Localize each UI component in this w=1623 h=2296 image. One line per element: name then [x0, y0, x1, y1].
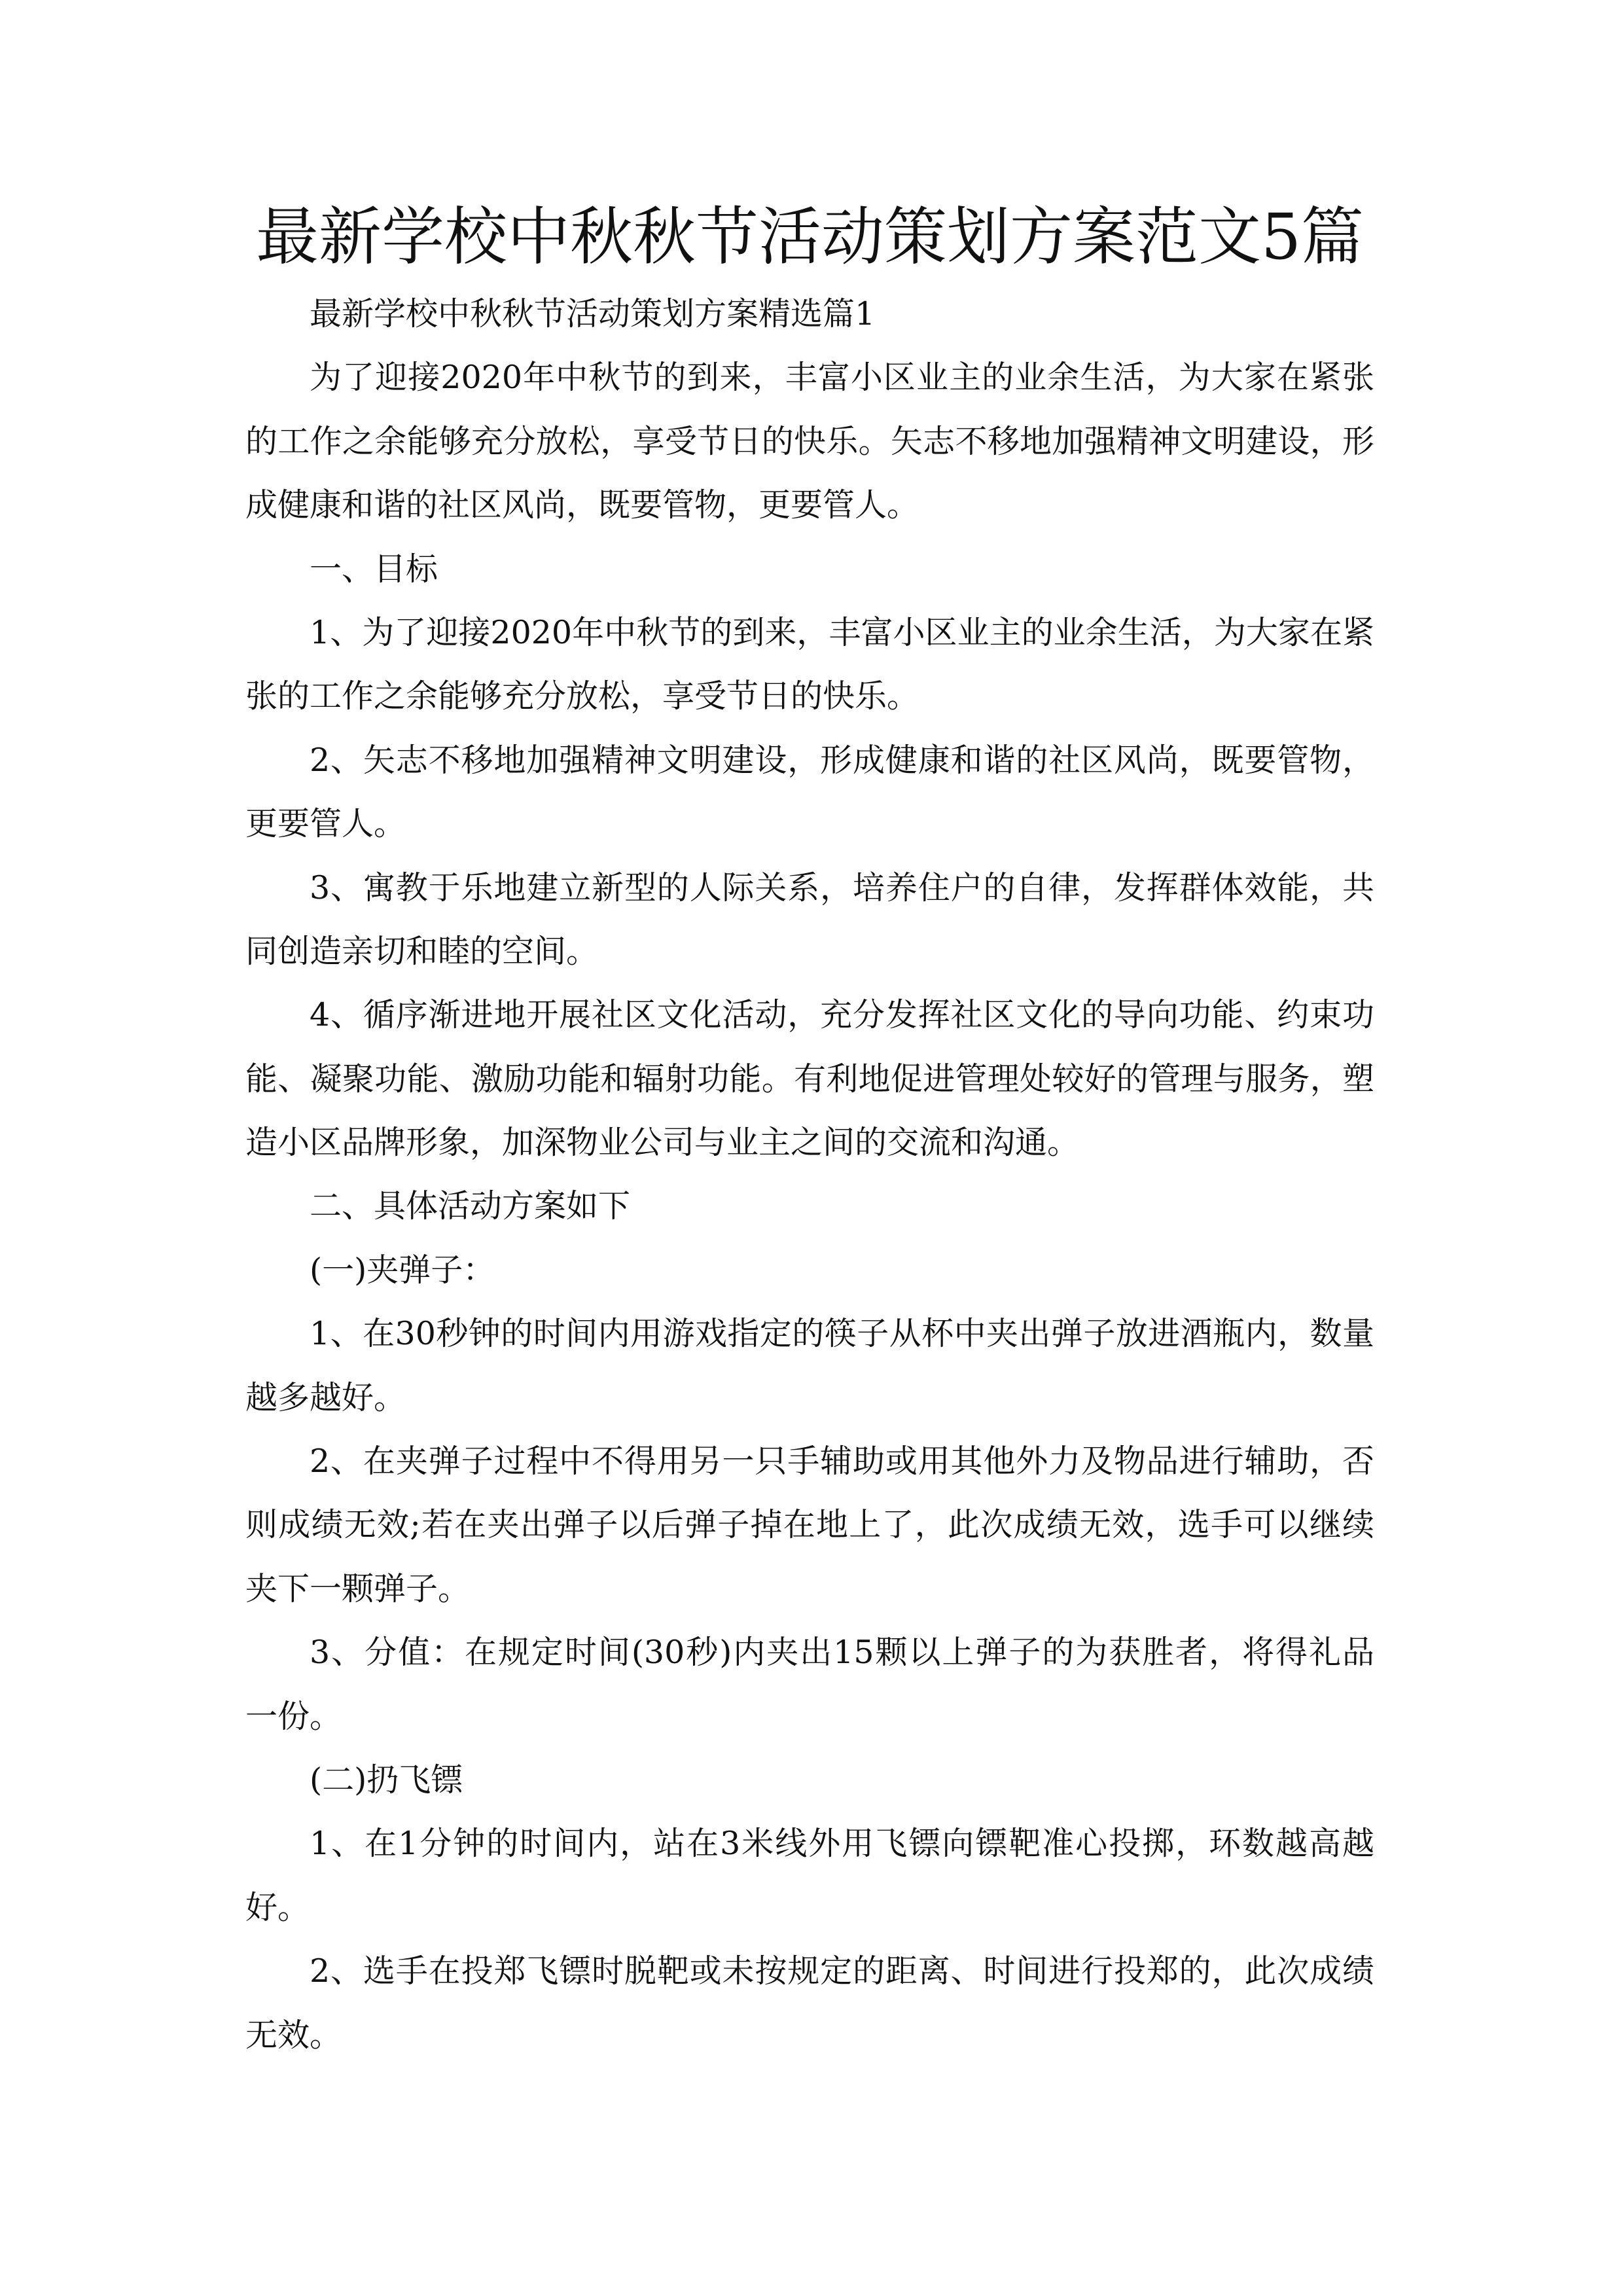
- paragraph-line: 为了迎接2020年中秋节的到来，丰富小区业主的业余生活，为大家在紧张: [310, 359, 1374, 397]
- paragraph-line: 同创造亲切和睦的空间。: [245, 932, 599, 970]
- paragraph-line: (二)扔飞镖: [310, 1761, 463, 1799]
- paragraph: [245, 1174, 1374, 1238]
- paragraph-line: 1、在1分钟的时间内，站在3米线外用飞镖向镖靶准心投掷，环数越高越: [310, 1825, 1374, 1863]
- paragraph-line: 3、分值：在规定时间(30秒)内夹出15颗以上弹子的为获胜者，将得礼品: [310, 1634, 1374, 1672]
- paragraph: [245, 1939, 1374, 2067]
- paragraph-line: (一)夹弹子：: [310, 1251, 495, 1289]
- paragraph: [245, 856, 1374, 984]
- document-title: 最新学校中秋秋节活动策划方案范文5篇: [255, 200, 1364, 274]
- paragraph-line: 2、在夹弹子过程中不得用另一只手辅助或用其他外力及物品进行辅助，否: [310, 1443, 1374, 1480]
- paragraph-line: 越多越好。: [245, 1378, 406, 1416]
- paragraph: [245, 346, 1374, 537]
- paragraph-line: 4、循序渐进地开展社区文化活动，充分发挥社区文化的导向功能、约束功: [310, 996, 1374, 1034]
- paragraph-line: 成健康和谐的社区风尚，既要管物，更要管人。: [245, 486, 919, 524]
- paragraph-line: 2、选手在投郑飞镖时脱靶或未按规定的距离、时间进行投郑的，此次成绩: [310, 1952, 1374, 1990]
- paragraph: [245, 601, 1374, 728]
- paragraph-line: 1、在30秒钟的时间内用游戏指定的筷子从杯中夹出弹子放进酒瓶内，数量: [310, 1315, 1374, 1353]
- paragraph-line: 一份。: [245, 1697, 342, 1735]
- paragraph: [245, 537, 1374, 601]
- paragraph-line: 更要管人。: [245, 805, 406, 843]
- paragraph: [245, 983, 1374, 1174]
- document-body: [245, 282, 1374, 2067]
- paragraph-line: 能、凝聚功能、激励功能和辐射功能。有利地促进管理处较好的管理与服务，塑: [245, 1060, 1374, 1098]
- paragraph-line: 夹下一颗弹子。: [245, 1570, 471, 1607]
- paragraph: [245, 1302, 1374, 1429]
- paragraph: [245, 282, 1374, 346]
- paragraph-line: 二、具体活动方案如下: [310, 1187, 631, 1225]
- paragraph: [245, 1429, 1374, 1621]
- paragraph-line: 造小区品牌形象，加深物业公司与业主之间的交流和沟通。: [245, 1124, 1080, 1162]
- paragraph-line: 好。: [245, 1888, 310, 1926]
- paragraph: [245, 728, 1374, 856]
- paragraph-line: 1、为了迎接2020年中秋节的到来，丰富小区业主的业余生活，为大家在紧: [310, 613, 1374, 651]
- paragraph: [245, 1621, 1374, 1748]
- paragraph-line: 3、寓教于乐地建立新型的人际关系，培养住户的自律，发挥群体效能，共: [310, 869, 1374, 906]
- paragraph: [245, 1748, 1374, 1812]
- paragraph: [245, 1812, 1374, 1939]
- paragraph-line: 2、矢志不移地加强精神文明建设，形成健康和谐的社区风尚，既要管物，: [310, 741, 1374, 779]
- paragraph-line: 最新学校中秋秋节活动策划方案精选篇1: [310, 295, 876, 332]
- paragraph-line: 的工作之余能够充分放松，享受节日的快乐。矢志不移地加强精神文明建设，形: [245, 422, 1374, 460]
- paragraph-line: 一、目标: [310, 550, 438, 588]
- paragraph-line: 张的工作之余能够充分放松，享受节日的快乐。: [245, 677, 919, 715]
- paragraph-line: 无效。: [245, 2016, 342, 2054]
- paragraph-line: 则成绩无效;若在夹出弹子以后弹子掉在地上了，此次成绩无效，选手可以继续: [245, 1506, 1374, 1544]
- paragraph: [245, 1238, 1374, 1302]
